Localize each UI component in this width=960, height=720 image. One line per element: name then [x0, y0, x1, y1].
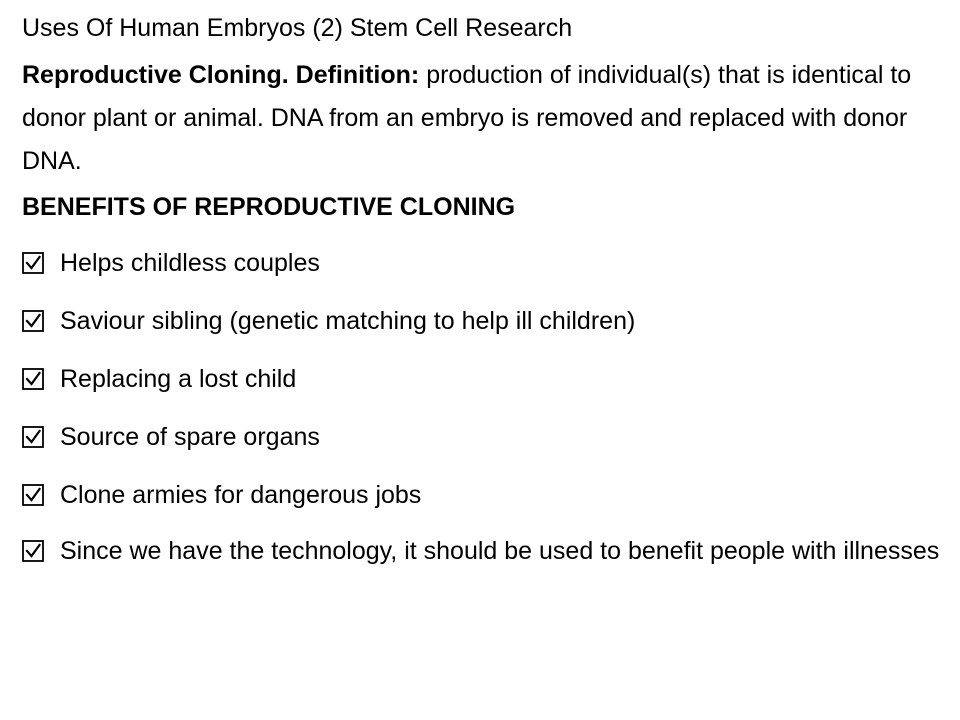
- checkbox-checked-icon: [22, 540, 44, 562]
- benefit-text: Clone armies for dangerous jobs: [60, 481, 422, 509]
- benefit-item: [22, 531, 942, 571]
- benefit-item: [22, 245, 942, 281]
- benefit-item: [22, 303, 942, 339]
- checkbox-checked-icon: [22, 426, 44, 448]
- benefit-item: [22, 361, 942, 397]
- benefit-text: Source of spare organs: [60, 423, 320, 451]
- benefit-text: Replacing a lost child: [60, 365, 297, 393]
- definition-label: Definition:: [295, 61, 420, 89]
- definition-paragraph: [22, 54, 942, 183]
- definition-term: Reproductive Cloning.: [22, 61, 289, 89]
- slide: [22, 10, 942, 571]
- checkbox-checked-icon: [22, 252, 44, 274]
- benefit-item: [22, 477, 942, 513]
- checkbox-checked-icon: [22, 310, 44, 332]
- checkbox-checked-icon: [22, 484, 44, 506]
- benefit-text: Helps childless couples: [60, 249, 320, 277]
- benefits-heading: BENEFITS OF REPRODUCTIVE CLONING: [22, 193, 516, 221]
- benefit-text: Since we have the technology, it should be used to benefit people with illnesses: [60, 537, 940, 565]
- benefits-list: [22, 245, 942, 571]
- slide-title: Uses Of Human Embryos (2) Stem Cell Research: [22, 14, 573, 42]
- checkbox-checked-icon: [22, 368, 44, 390]
- benefit-text: Saviour sibling (genetic matching to help ill children): [60, 307, 636, 335]
- benefit-item: [22, 419, 942, 455]
- definition-text: production of individual(s) that is identical to donor plant or animal. DNA from an embryo is removed and replaced with donor DNA.: [22, 61, 912, 175]
